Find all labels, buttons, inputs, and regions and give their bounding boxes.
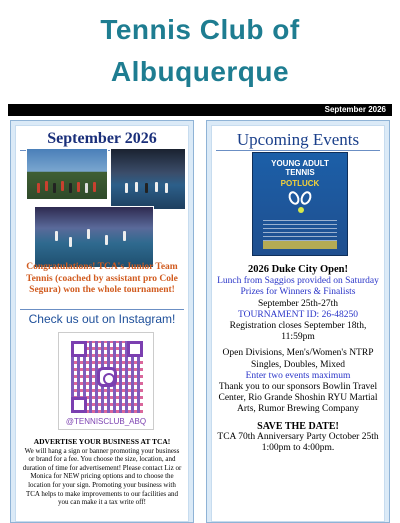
save-the-date-body: TCA 70th Anniversary Party October 25th 1:00pm to 4:00pm. bbox=[217, 431, 379, 454]
advertise-section bbox=[22, 438, 182, 507]
left-column-content bbox=[15, 125, 189, 522]
advertise-body: We will hang a sign or banner promoting your business or brand for a fee. You choose the size, location, and duration of time for advertisement! Please contact Liz or Monica for NEW pricing options and to choose the location for your sign. Promoting your business with TCA helps to make improvements to our facilities and you can make it a tax write off! bbox=[22, 446, 182, 507]
issue-date: September 2026 bbox=[324, 105, 386, 114]
team-photo-1 bbox=[26, 148, 108, 200]
poster-fine-print bbox=[263, 219, 337, 241]
event-prizes: Prizes for Winners & Finalists bbox=[240, 287, 356, 298]
event-registration: Registration closes September 18th, 11:59pm bbox=[229, 321, 367, 343]
event-title: 2026 Duke City Open! bbox=[247, 264, 349, 275]
event-sponsors: Thank you to our sponsors Bowlin Travel Center, Rio Grande Shoshin RYU Martial Arts, Rumor Brewing Company bbox=[218, 382, 378, 415]
instagram-handle: @TENNISCLUB_ABQ bbox=[65, 417, 147, 426]
right-column-content bbox=[211, 125, 385, 522]
event-dates: September 25th-27th bbox=[258, 298, 338, 309]
event-max-events: Enter two events maximum bbox=[245, 370, 351, 381]
newsletter-masthead bbox=[0, 0, 400, 100]
congratulations-text: Congratulations! TCA's Junior Team Tennis (coached by assistant pro Cole Segura) won the whole tournament! bbox=[26, 262, 178, 295]
junior-team-photo-collage bbox=[26, 148, 186, 276]
right-column bbox=[206, 120, 390, 523]
event-lunch: Lunch from Saggios provided on Saturday bbox=[217, 276, 379, 287]
events-text bbox=[216, 264, 380, 454]
instagram-logo-icon bbox=[97, 367, 117, 387]
event-tournament-id: TOURNAMENT ID: 26-48250 bbox=[238, 309, 358, 320]
left-heading: September 2026 bbox=[47, 130, 157, 147]
tennis-rackets-icon bbox=[287, 191, 315, 215]
issue-date-bar bbox=[8, 104, 392, 116]
potluck-poster bbox=[252, 152, 348, 256]
poster-potluck: POTLUCK bbox=[280, 179, 320, 188]
instagram-qr-card[interactable] bbox=[58, 332, 154, 430]
right-heading-rule bbox=[216, 150, 380, 151]
advertise-title: ADVERTISE YOUR BUSINESS AT TCA! bbox=[33, 437, 171, 446]
event-divisions: Open Divisions, Men's/Women's NTRP Singles, Doubles, Mixed bbox=[222, 348, 374, 370]
poster-footer bbox=[263, 241, 337, 249]
right-heading: Upcoming Events bbox=[236, 130, 360, 149]
poster-title: YOUNG ADULT TENNIS bbox=[271, 159, 329, 177]
left-column bbox=[10, 120, 194, 523]
left-mid-rule bbox=[20, 309, 184, 310]
team-photo-2 bbox=[110, 148, 186, 210]
title-line-1: Tennis Club of bbox=[100, 14, 300, 45]
instagram-heading: Check us out on Instagram! bbox=[28, 312, 176, 326]
save-the-date-title: SAVE THE DATE! bbox=[257, 420, 339, 432]
team-photo-3 bbox=[34, 206, 154, 268]
title-line-2: Albuquerque bbox=[110, 56, 290, 87]
